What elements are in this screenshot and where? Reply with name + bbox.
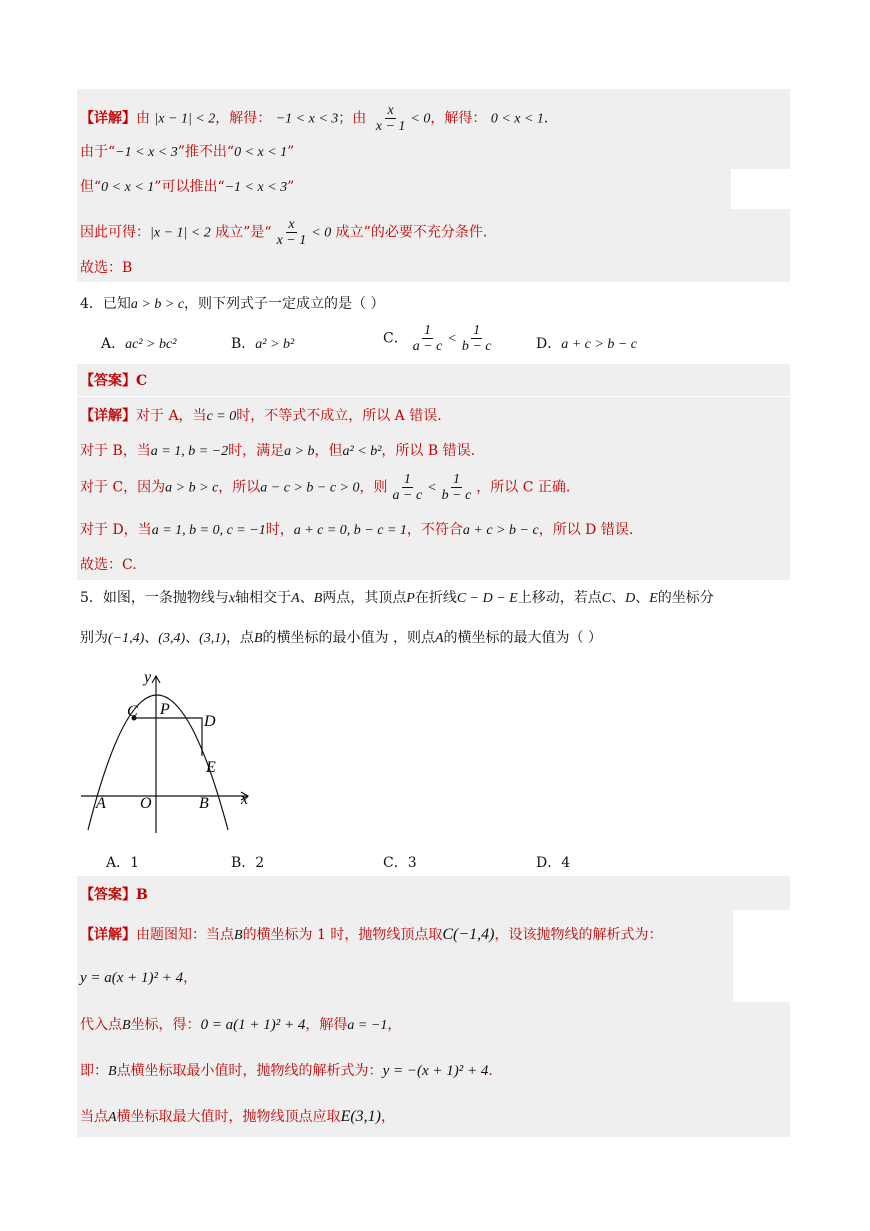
label-y: y [144,669,152,686]
option-c: C．3 [383,855,417,871]
answer-band [77,876,790,910]
solution-line: 但“0 < x < 1”可以推出“−1 < x < 3” [80,179,295,195]
question-4-stem: 4．已知a > b > c，则下列式子一定成立的是（ ） [80,296,385,312]
label-p: P [160,701,170,718]
solution-line: 故选：B [80,260,133,276]
solution-line: 【详解】对于 A，当c = 0时，不等式不成立，所以 A 错误. [80,408,442,424]
option-c: C． $\frac{1}{a - c}$ < $\frac{1}{b - c}$ [383,323,492,354]
label-e: E [206,759,216,776]
broken-line-cde [134,718,202,756]
solution-line: 代入点B坐标，得：0 = a(1 + 1)² + 4，解得a = −1， [80,1017,402,1033]
option-d: D．4 [536,855,571,871]
solution-line: 故选：C. [80,557,137,573]
parabola-figure [78,668,258,838]
option-b: B．2 [231,855,265,871]
fraction: $\frac{1}{b - c}$ [461,323,492,354]
question-5-stem: 5．如图，一条抛物线与x轴相交于A、B两点，其顶点P在折线C − D − E上移动，若点C、D、E的坐标分 [80,590,714,606]
answer-band [77,364,790,396]
solution-line: 由于“−1 < x < 3”推不出“0 < x < 1” [80,144,295,160]
label-x: x [241,791,249,808]
label-d: D [204,713,216,730]
option-d: D．a + c > b − c [536,336,638,352]
answer-label: 【答案】B [80,887,148,903]
label-c: C [127,703,138,720]
solution-line: y = a(x + 1)² + 4， [80,970,198,986]
option-a: A．1 [106,855,140,871]
option-b: B．a² > b² [231,336,295,352]
solution-line: 当点A横坐标取最大值时，抛物线顶点应取E(3,1)， [80,1108,395,1125]
fraction: $\frac{x}{x - 1}$ [375,103,406,134]
fraction: $\frac{1}{a - c}$ [392,472,423,503]
fraction: $\frac{1}{a - c}$ [412,323,443,354]
solution-line: 对于 B，当a = 1, b = −2时，满足a > b，但a² < b²，所以 B 错误. [80,443,476,459]
solution-line: 【详解】由题图知：当点B的横坐标为 1 时，抛物线顶点取C(−1,4)，设该抛物线的解析式为： [80,926,663,943]
answer-label: 【答案】C [80,373,148,389]
fraction: $\frac{1}{b - c}$ [441,472,472,503]
solution-band [77,910,733,1002]
label-b: B [199,795,209,812]
label-o: O [140,795,152,812]
solution-line: 对于 D，当a = 1, b = 0, c = −1时，a + c = 0, b − c = 1，不符合a + c > b − c，所以 D 错误. [80,522,634,538]
label-a: A [96,795,106,812]
solution-line: 对于 C，因为a > b > c，所以a − c > b − c > 0，则 $\frac{1}{a - c}$ < $\frac{1}{b - c}$ ，所以 C 正确. [80,472,571,503]
fraction: $\frac{x}{x - 1}$ [276,217,307,248]
question-5-stem: 别为(−1,4)、(3,4)、(3,1)，点B的横坐标的最小值为 ，则点A的横坐标的最大值为（ ） [80,630,602,646]
option-a: A．ac² > bc² [101,336,177,352]
solution-line: 即：B点横坐标取最小值时，抛物线的解析式为：y = −(x + 1)² + 4. [80,1063,493,1079]
solution-line: 因此可得：|x − 1| < 2 成立”是“ $\frac{x}{x - 1}$ < 0 成立”的必要不充分条件. [80,217,488,248]
solution-line: 【详解】由 |x − 1| < 2，解得： −1 < x < 3；由 $\frac{x}{x - 1}$ < 0，解得： 0 < x < 1. [80,103,549,134]
